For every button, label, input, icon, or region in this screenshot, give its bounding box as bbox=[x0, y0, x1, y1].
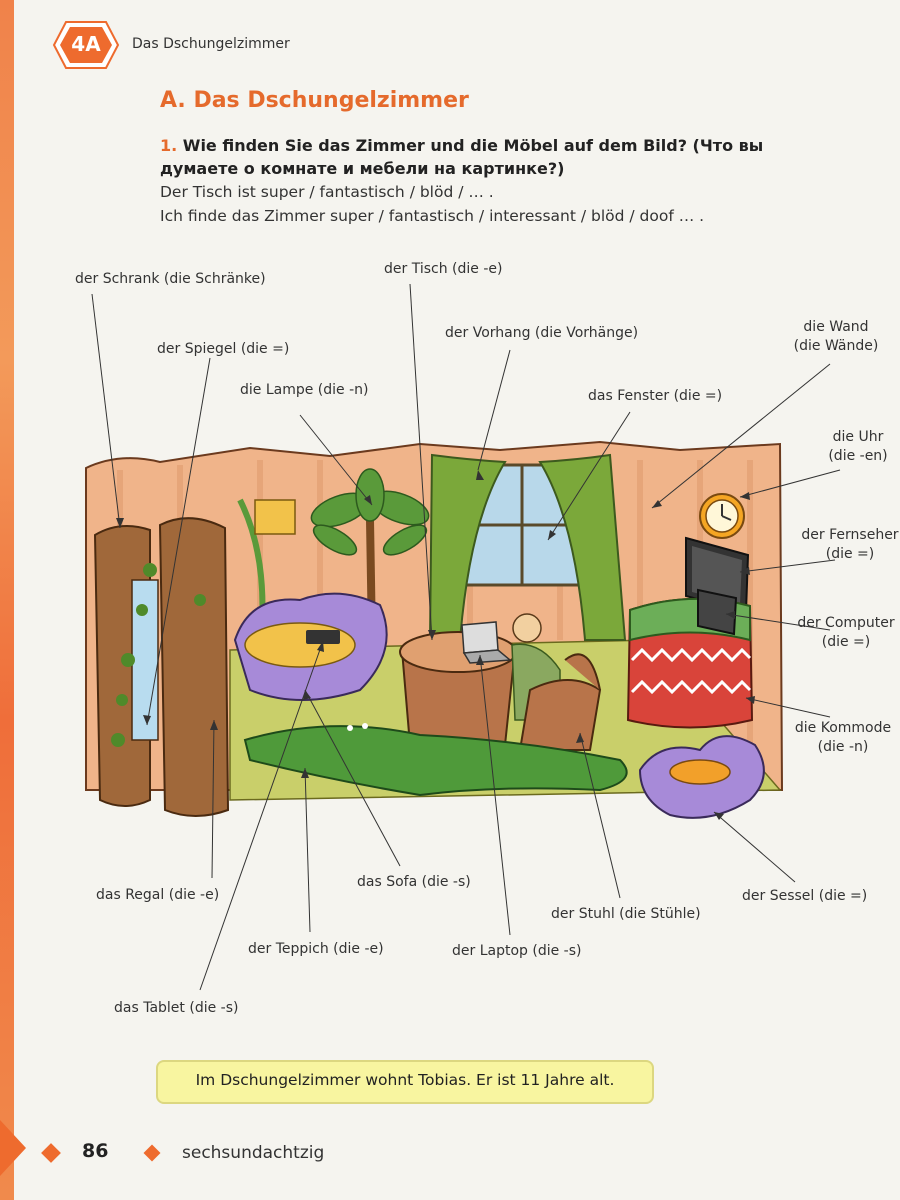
info-box-text: Im Dschungelzimmer wohnt Tobias. Er ist 11 Jahre alt. bbox=[195, 1071, 615, 1089]
label-fernseher bbox=[800, 526, 900, 564]
page-number: 86 bbox=[82, 1140, 109, 1162]
label-vorhang: der Vorhang (die Vorhänge) bbox=[445, 325, 639, 341]
label-teppich: der Teppich (die -e) bbox=[248, 941, 384, 957]
example-sentence-2: Ich finde das Zimmer super / fantastisch / interessant / blöd / doof … . bbox=[160, 207, 705, 225]
page-edge-marker bbox=[0, 1120, 26, 1176]
label-spiegel: der Spiegel (die =) bbox=[157, 341, 290, 357]
label-laptop: der Laptop (die -s) bbox=[452, 943, 582, 959]
page-number-word: sechsundachtzig bbox=[182, 1143, 325, 1163]
label-lampe: die Lampe (die -n) bbox=[240, 382, 369, 398]
label-computer-line2: (die =) bbox=[821, 634, 871, 650]
task-text: Wie finden Sie das Zimmer und die Möbel auf dem Bild? (Что вы думаете о комнате и мебели на картинке?) bbox=[160, 136, 764, 178]
label-sessel: der Sessel (die =) bbox=[742, 888, 868, 904]
chapter-badge-label: 4A bbox=[71, 32, 101, 56]
label-uhr bbox=[818, 428, 898, 466]
label-wand-line2: (die Wände) bbox=[793, 338, 879, 354]
label-uhr-line2: (die -en) bbox=[828, 448, 888, 464]
label-sofa: das Sofa (die -s) bbox=[357, 874, 471, 890]
label-tablet: das Tablet (die -s) bbox=[114, 1000, 239, 1016]
label-schrank: der Schrank (die Schränke) bbox=[75, 271, 266, 287]
label-kommode bbox=[786, 719, 900, 757]
label-wand-line1: die Wand bbox=[803, 319, 869, 335]
example-sentence-1: Der Tisch ist super / fantastisch / blöd / … . bbox=[160, 183, 494, 201]
label-computer bbox=[792, 614, 900, 652]
info-box bbox=[156, 1060, 654, 1104]
footer-diamond-left-icon bbox=[41, 1143, 61, 1163]
label-fenster: das Fenster (die =) bbox=[588, 388, 723, 404]
chapter-title: Das Dschungelzimmer bbox=[132, 36, 290, 52]
label-uhr-line1: die Uhr bbox=[832, 429, 884, 445]
label-kommode-line1: die Kommode bbox=[794, 720, 892, 736]
footer-diamond-right-icon bbox=[144, 1145, 161, 1162]
label-fernseher-line1: der Fernseher bbox=[801, 527, 899, 543]
section-title: A. Das Dschungelzimmer bbox=[160, 88, 469, 113]
label-tisch: der Tisch (die -e) bbox=[384, 261, 503, 277]
label-kommode-line2: (die -n) bbox=[817, 739, 869, 755]
label-regal: das Regal (die -e) bbox=[96, 887, 220, 903]
label-computer-line1: der Computer bbox=[797, 615, 895, 631]
task-number: 1. bbox=[160, 136, 178, 155]
label-wand bbox=[780, 318, 892, 356]
label-fernseher-line2: (die =) bbox=[825, 546, 875, 562]
label-stuhl: der Stuhl (die Stühle) bbox=[551, 906, 701, 922]
